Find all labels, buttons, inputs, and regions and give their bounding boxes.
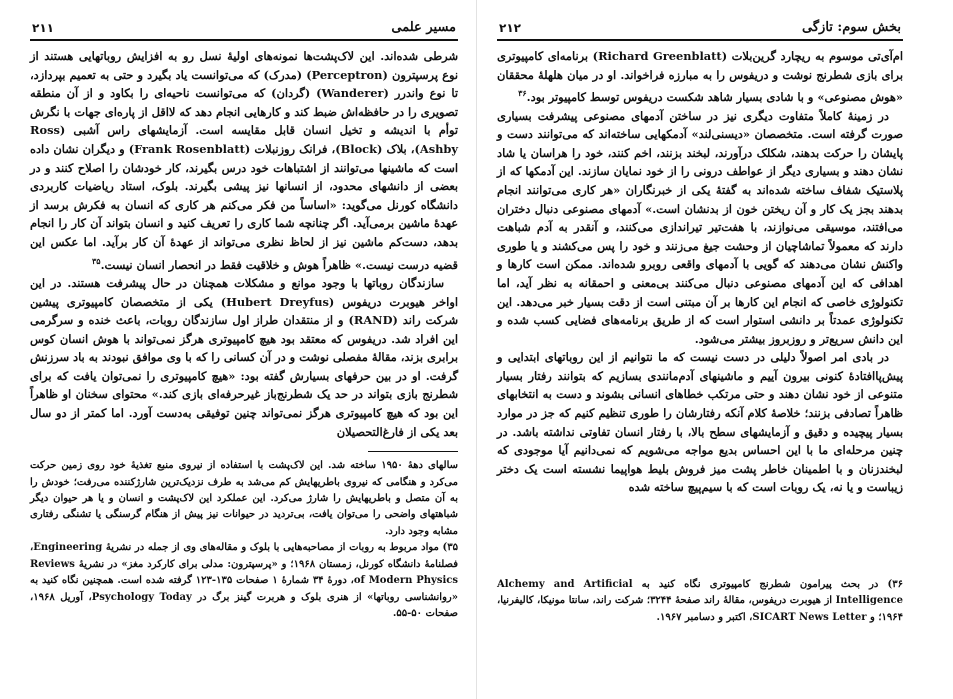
left-body-text — [30, 47, 458, 441]
left-paragraph: سازندگان روباتها با وجود موانع و مشکلات همچنان در حال پیشرفت هستند. در این اواخر هیوبرت دریفوس (Hubert Dreyfus) یکی از متخصصان کامپیوتری پیشین شرکت راند (RAND) و از منتقدان طراز اول سازندگان روبات، باعث خنده و سرگرمی این افراد شد. دریفوس که معتقد بود هیچ کامپیوتری هرگز نمی‌تواند با هوش انسان کوس برابری بزند، مقالهٔ مفصلی نوشت و در آن کسانی را که با وی موافق نبودند به باد سرزنش گرفت. او در بین حرفهای بسیارش گفته بود: «هیچ کامپیوتری را نمی‌توان یافت که برای شطرنج بازی بتواند در حد یک شطرنج‌باز غیرحرفه‌ای بازی کند.» محتوای سخنان او ظاهراً این بود که هیچ کامپیوتری هرگز نمی‌تواند چنین توفیقی به‌دست آورد. اما کمتر از دو سال بعد یکی از فارغ‌التحصیلان — [30, 275, 458, 439]
footnote-ref-36: ۳۶ — [518, 88, 527, 99]
left-footnote-rule — [368, 451, 458, 452]
footnote: سالهای دههٔ ۱۹۵۰ ساخته شد. این لاک‌پشت با استفاده از نیروی منبع تغذیهٔ خود روی زمین حرکت می‌کرد و هنگامی که نیروی باطریهایش کم می‌شد به طرف نزدیک‌ترین شارژکننده می‌رفت؛ خودش را به آن متصل و باطریهایش را شارژ می‌کرد. این عملکرد این لاک‌پشت و انسان و یا هر حیوان دیگر شباهتهای واضحی را می‌توان یافت، بی‌تردید در حیوانات نیز پیش از هنگام گرسنگی یا تشنگی رفتاری مشابه وجود دارد. — [30, 460, 459, 537]
right-paragraph: در زمینهٔ کاملاً متفاوت دیگری نیز در ساختن آدمهای مصنوعی پیشرفت بسیاری صورت گرفته است. متخصصان «دیسنی‌لند» آدمکهایی ساخته‌اند که می‌توانند دست و پایشان را حرکت بدهند، شکلک درآورند، لبخند بزنند، اخم کنند، خود را هراسان یا شاد نشان دهند و بسیاری دیگر از عواطف درونی را از خود نمایان سازند. این آدمکها که از پلاستیک شفاف ساخته شده‌اند به گفتهٔ یکی از خبرنگاران «هر کاری می‌توانند انجام بدهند بجز یک کار و آن ریختن خون از بدنشان است.» آدمهای مصنوعی دنبال دختران می‌افتند، موسیقی می‌نوازند، با هفت‌تیر تیراندازی می‌کنند، و آنقدر به آدم شباهت دارند که معمولاً تماشاچیان از وحشت جیغ می‌زنند و خود را پس می‌کشند و یا طوری واکنش نشان می‌دهند که گویی با آدمهای واقعی روبرو شده‌اند. ممکن است کارها و اهدافی که این آدمهای مصنوعی دنبال می‌کنند بی‌معنی و احمقانه به نظر آید، اما تکنولوژی خاصی که انجام این کارها بر آن مبتنی است از دقت بسیار خبر می‌دهد. این تکنولوژی عمدتاً بر دانشی استوار است که از طریق برنامه‌های فضایی کسب شده و این دانش سریع‌تر و روزبروز بیشتر می‌شود. — [497, 108, 903, 346]
left-page — [0, 0, 476, 699]
right-page — [477, 0, 953, 699]
right-footnotes — [497, 577, 903, 626]
left-running-head — [30, 20, 458, 39]
left-page-number: ۲۱۱ — [32, 21, 54, 35]
left-paragraph: شرطی شده‌اند. این لاک‌پشت‌ها نمونه‌های اولیهٔ نسل رو به افزایش روباتهایی هستند از نوع پرسپترون (Perceptron) (مدرک) که می‌توانست یاد بگیرد و حتی به تعمیم بپردازد، تا نوع واندرر (Wanderer) (گردان) که می‌توانست ناحیه‌ای را بکاود و از آن منطقه تصویری را در حافظه‌اش ضبط کند و کارهایی انجام دهد که لااقل از پاره‌ای جهات با نگرش توأم با اندیشه و تخیل انسان قابل مقایسه است. آزمایشهای راس آشبی (Ross Ashby)، بلاک (Block)، فرانک روزنبلات (Frank Rosenblatt) و دیگران نشان داده است که ماشینها می‌توانند از اشتباهات خود درس بگیرند، کار خودشان را اصلاح کنند و در بعضی از دانشهای محدود، از انسانها نیز پیشی بگیرند. بلوک، استاد ریاضیات کاربردی دانشگاه کورنل می‌گوید: «اساساً من فکر می‌کنم هر کاری که انسان به فکرش برسد از عهدهٔ ماشین برمی‌آید. اگر چنانچه شما کاری را تعریف کنید و انسان بتواند آن کار را انجام بدهد، دست‌کم ماشین نیز از لحاظ نظری می‌تواند از عهدهٔ آن کار برآید. اما عکس این قضیه درست نیست.» ظاهراً هوش و خلاقیت فقط در انحصار انسان نیست.$^{۳۵}$ — [30, 49, 458, 272]
right-page-number: ۲۱۲ — [499, 21, 521, 35]
right-body-text — [497, 47, 903, 497]
footnote-ref-35: ۳۵ — [92, 255, 101, 266]
footnote: ۳۵) مواد مربوط به روبات از مصاحبه‌هایی با بلوک و مقاله‌های وی از جمله در نشریهٔ Engineering، فصلنامهٔ دانشگاه کورنل، زمستان ۱۹۶۸؛ و «پرسپترون: مدلی برای کارکرد مغز» در نشریهٔ Reviews of Modern Physics، دورهٔ ۳۴ شمارهٔ ۱ صفحات ۱۳۵-۱۲۳ گرفته شده است. همچنین نگاه کنید به «روانشناسی روباتها» از هنری بلوک و هربرت گینز برگ در Psychology Today، آوریل ۱۹۶۸، صفحات ۵۰-۵۵. — [30, 542, 458, 619]
left-header-rule — [30, 39, 458, 41]
footnote: ۳۶) در بحث پیرامون شطرنج کامپیوتری نگاه کنید به Alchemy and Artificial Intelligence از هیوبرت دریفوس، مقالهٔ راند صفحهٔ ۳۲۴۴؛ شرکت راند، سانتا مونیکا، کالیفرنیا، ۱۹۶۴؛ و SICART News Letter، اکتبر و دسامبر ۱۹۶۷. — [497, 579, 903, 623]
left-footnotes — [30, 458, 458, 622]
right-header-rule — [497, 39, 903, 41]
left-section-title: مسیر علمی — [391, 20, 456, 35]
right-paragraph: در بادی امر اصولاً دلیلی در دست نیست که ما نتوانیم از این روباتهای ابتدایی و پیش‌پاافتادهٔ کنونی بیرون آییم و ماشینهای آدم‌مانندی بسازیم که بتوانند رفتار بسیار متنوعی از خود نشان دهند و حتی مرتکب خطاهای انسانی بشوند و دست به انتخابهای ظاهراً تصادفی بزنند؛ خلاصهٔ کلام آنکه رفتارشان را طوری تنظیم کنیم که جز در موارد بسیار پیچیده و دقیق و آزمایشهای سطح بالا، با رفتار انسان تفاوتی نداشته باشد. در چنین مرحله‌ای ما با این احساس بدیع مواجه می‌شویم که نمی‌دانیم آیا موجودی که لبخندزنان و با اطمینان خاطر پشت میز فروش بلیط هواپیما نشسته است یک دختر زیباست و یا نه، یک روبات است که با سیم‌پیچ ساخته شده — [497, 350, 903, 495]
right-section-title: بخش سوم: تازگی — [802, 20, 901, 35]
right-paragraph: ام‌آی‌تی موسوم به ریچارد گرین‌بلات (Richard Greenblatt) برنامه‌ای کامپیوتری برای بازی شطرنج نوشت و دریفوس را به مبارزه فراخواند. او در میان هلهلهٔ محققان «هوش مصنوعی» و با شادی بسیار شاهد شکست دریفوس توسط کامپیوتر بود.$^{۳۶}$ — [497, 49, 903, 104]
right-running-head — [497, 20, 903, 39]
